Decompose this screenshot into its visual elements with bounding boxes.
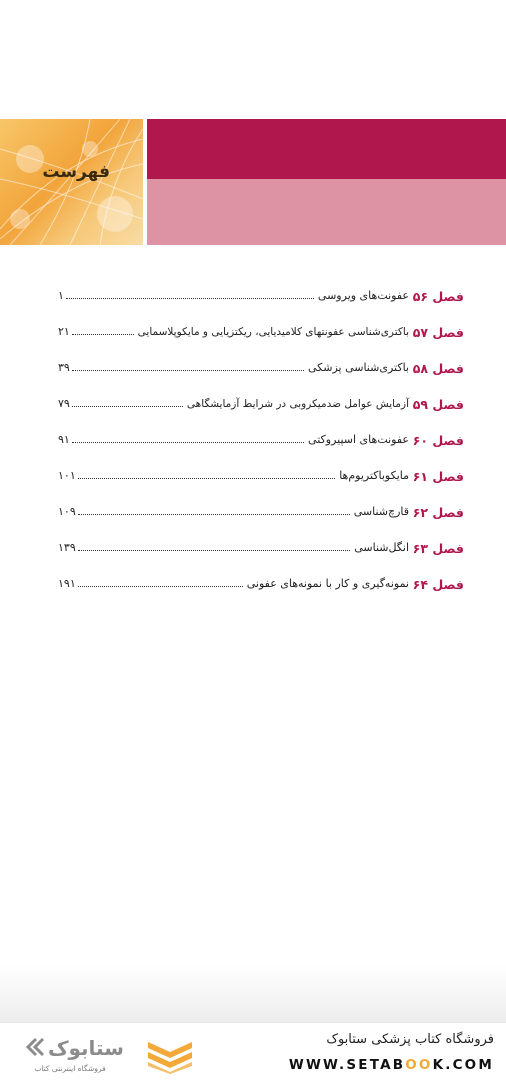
toc-row[interactable]	[58, 317, 464, 353]
url-o-accent: O	[418, 1057, 433, 1073]
chapter-title: قارچ‌شناسی	[353, 505, 409, 518]
chapter-title: عفونت‌های اسپیروکتی	[308, 433, 409, 446]
leader-dots	[78, 477, 335, 479]
chapter-number: فصل ۶۲	[412, 505, 464, 520]
chapter-title: باکتری‌شناسی پزشکی	[307, 361, 409, 374]
book-logo-icon	[146, 1038, 194, 1074]
chapter-number: فصل ۶۴	[412, 577, 464, 592]
chapter-title: عفونت‌های ویروسی	[317, 289, 409, 302]
toc-row[interactable]	[58, 533, 464, 569]
page-title: فهرست	[42, 162, 110, 182]
toc-row[interactable]	[58, 353, 464, 389]
page-number: ۱۳۹	[58, 541, 76, 554]
chapter-number: فصل ۵۸	[412, 361, 464, 376]
header-band-dark	[147, 119, 506, 179]
leader-dots	[72, 369, 304, 371]
page-number: ۱۰۱	[58, 469, 76, 482]
chapter-title: مایکوباکتریوم‌ها	[339, 469, 409, 482]
store-url[interactable]	[289, 1057, 494, 1073]
chapter-number: فصل ۶۱	[412, 469, 464, 484]
logo-tagline: فروشگاه اینترنتی کتاب	[34, 1064, 106, 1073]
page-number: ۱۹۱	[58, 577, 76, 590]
logo-wordmark: ستابوک	[48, 1036, 124, 1060]
chapter-number: فصل ۵۶	[412, 289, 464, 304]
url-o-accent: O	[405, 1057, 419, 1073]
leader-dots	[66, 297, 314, 299]
leader-dots	[72, 333, 134, 335]
chapter-number: فصل ۶۳	[412, 541, 464, 556]
table-of-contents	[58, 281, 464, 605]
header-band-light	[147, 179, 506, 245]
leader-dots	[72, 405, 183, 407]
footer-shadow	[0, 965, 506, 1025]
toc-row[interactable]	[58, 281, 464, 317]
page-number: ۲۱	[58, 325, 70, 338]
page-number: ۷۹	[58, 397, 70, 410]
toc-row[interactable]	[58, 569, 464, 605]
chevrons-icon	[24, 1036, 46, 1058]
leader-dots	[78, 513, 350, 515]
leader-dots	[78, 549, 350, 551]
chapter-title: نمونه‌گیری و کار با نمونه‌های عفونی	[246, 577, 409, 590]
toc-row[interactable]	[58, 425, 464, 461]
chapter-title: آزمایش عوامل ضدمیکروبی در شرایط آزمایشگاهی	[186, 398, 409, 410]
page-number: ۱۰۹	[58, 505, 76, 518]
url-prefix: WWW.SETAB	[288, 1057, 406, 1073]
page-number: ۳۹	[58, 361, 70, 374]
chapter-title: انگل‌شناسی	[354, 541, 409, 554]
chapter-title: باکتری‌شناسی عفونتهای کلامیدیایی، ریکتزیایی و مایکوپلاسمایی	[137, 326, 409, 338]
store-name: فروشگاه کتاب پزشکی ستابوک	[326, 1032, 494, 1047]
leader-dots	[72, 441, 304, 443]
page-number: ۱	[58, 289, 64, 302]
chapter-number: فصل ۶۰	[412, 433, 464, 448]
page-number: ۹۱	[58, 433, 70, 446]
leader-dots	[78, 585, 243, 587]
toc-row[interactable]	[58, 497, 464, 533]
toc-row[interactable]	[58, 389, 464, 425]
toc-row[interactable]	[58, 461, 464, 497]
chapter-number: فصل ۵۷	[412, 325, 464, 340]
chapter-number: فصل ۵۹	[412, 397, 464, 412]
url-suffix: K.COM	[432, 1057, 494, 1073]
